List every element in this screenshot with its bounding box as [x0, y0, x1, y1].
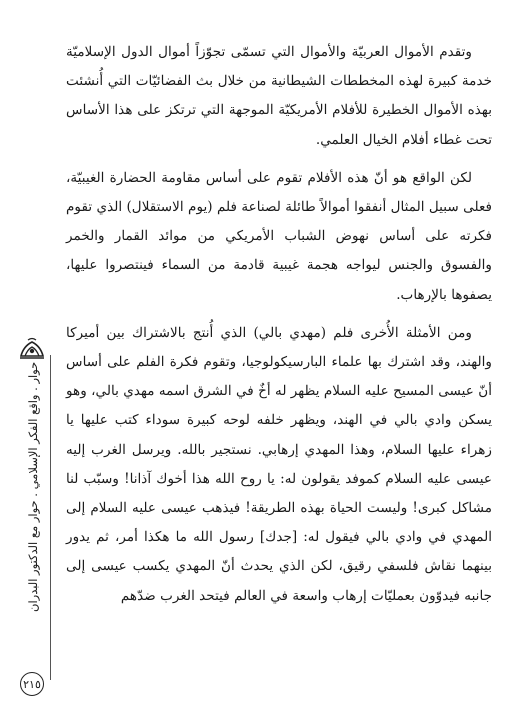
running-title: حوار . واقع الفكر الإسلامي . حوار مع الدكتور البدران: [26, 362, 40, 613]
page-number: ٢١٥: [20, 672, 44, 696]
paragraph-2: لكن الواقع هو أنّ هذه الأفلام تقوم على أساس مقاومة الحضارة الغيبيّة، فعلى سبيل المثال أنفقوا أموالاً طائلة لصناعة فلم (يوم الاستقلال) الذي تقوم فكرته على أساس نهوض الشباب الأمريكي من موائد القمار والخمر والفسوق والجنس ليواجه هجمة غيبية قادمة من السماء فينتصروا عليها، يصفوها بالإرهاب.: [66, 169, 492, 303]
paragraph-3: ومن الأمثلة الأُخرى فلم (مهدي بالي) الذي أُنتج بالاشتراك بين أميركا والهند، وقد اشترك بها علماء البارسيكولوجيا، وتقوم فكرة الفلم على أساس أنّ عيسى المسيح عليه السلام يظهر له أخٌ في الشرق اسمه مهدي بالي، وهو يسكن وادي بالي في الهند، ويظهر خلفه لوحه كبيرة سوداء كتب عليها يا زهراء عليها السلام، وهذا المهدي إرهابي. نستجير بالله. ويرسل الغرب إليه عيسى عليه السلام كموفد يقولون له: يا روح الله هذا أخوك آذانا! وسبّب لنا مشاكل كبرى! وليست الحياة بهذه الطريقة! فيذهب عيسى عليه السلام إلى المهدي في وادي بالي فيقول له: [جدك] رسول الله ما هكذا أمر، ثم يدور بينهما نقاش فلسفي رقيق، لكن الذي يحدث أنّ المهدي يكسب عيسى إلى جانبه فيدوّون بعمليّات إرهاب واسعة في العالم فيتحد الغرب ضدّهم: [66, 324, 492, 604]
body-text: [66, 38, 492, 611]
paragraph-1: وتقدم الأموال العربيّة والأموال التي تسمّى تجوّزاً أموال الدول الإسلاميّة خدمة كبيرة لهذه المخططات الشيطانية من خلال بث الفضائيّات التي أُنشئت بهذه الأموال الخطيرة للأفلام الأمريكيّة الموجهة التي ترتكز على هذا الأساس تحت غطاء أفلام الخيال العلمي.: [66, 44, 492, 148]
publisher-emblem-icon: [18, 336, 46, 364]
margin-divider: [50, 355, 51, 680]
